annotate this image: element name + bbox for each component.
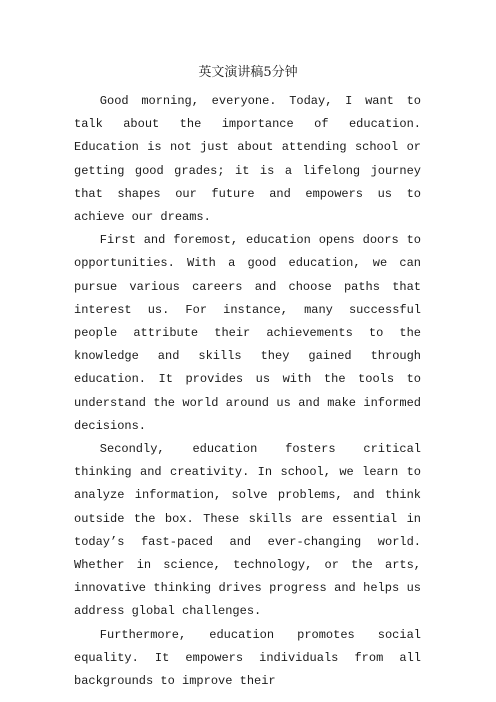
document-body xyxy=(74,90,421,693)
paragraph-1: Good morning, everyone. Today, I want to talk about the importance of education. Education is not just about attending school or getting good grades; it is a lifelong journey that shapes our future and empowers us to achieve our dreams. xyxy=(74,94,421,225)
paragraph-4: Furthermore, education promotes social equality. It empowers individuals from all backgrounds to improve their xyxy=(74,627,421,689)
paragraph-3: Secondly, education fosters critical thinking and creativity. In school, we learn to analyze information, solve problems, and think outside the box. These skills are essential in today’s fast-paced and ever-changing world. Whether in science, technology, or the arts, innovative thinking drives progress and helps us address global challenges. xyxy=(74,442,421,619)
document-title: 英文演讲稿5分钟 xyxy=(198,65,298,80)
paragraph-2: First and foremost, education opens doors to opportunities. With a good education, we can pursue various careers and choose paths that interest us. For instance, many successful people attribute their achievements to the knowledge and skills they gained through education. It provides us with the tools to understand the world around us and make informed decisions. xyxy=(74,233,421,433)
